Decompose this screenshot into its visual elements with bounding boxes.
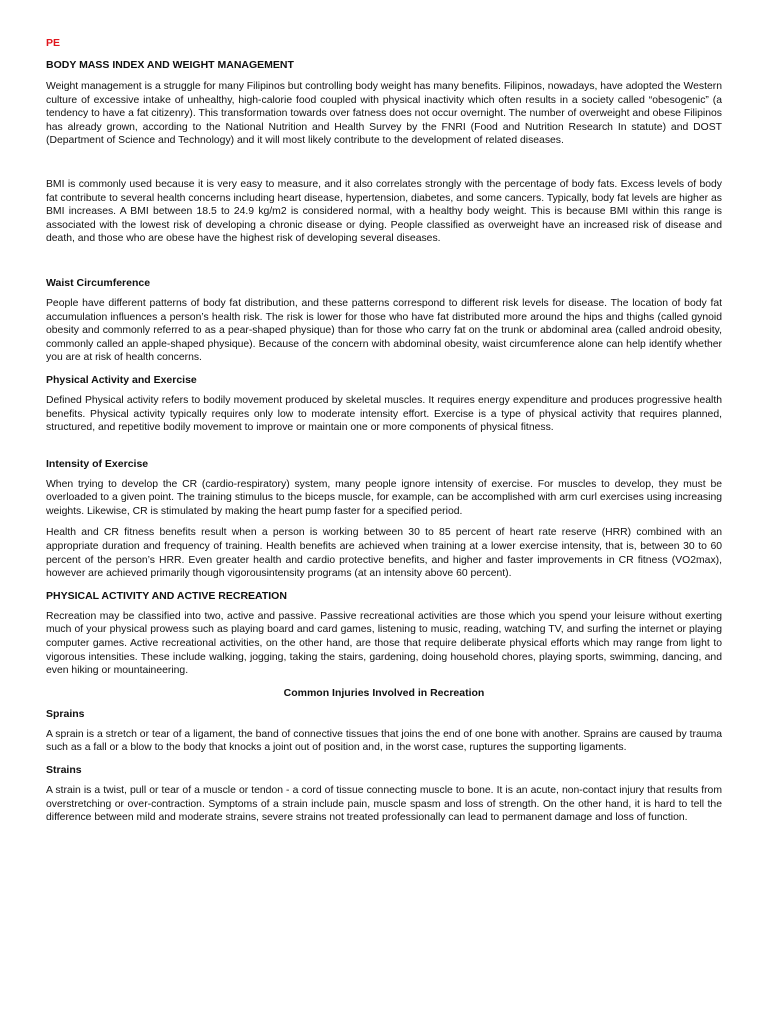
- waist-paragraph: People have different patterns of body fat distribution, and these patterns correspond to different risk levels for disease. The location of body fat accumulation influences a person’s health risk. The risk is lower for those who have fat distributed more around the hips and thighs (called gynoid obesity and commonly referred to as a pear-shaped physique) than for those who carry fat on the trunk or abdominal area (called android obesity, commonly called an apple-shaped physique). Because of the concern with abdominal obesity, waist circumference alone can help identify whether you are at risk of health concerns.: [46, 297, 722, 364]
- spacer: [46, 156, 722, 178]
- subject-label: PE: [46, 37, 61, 49]
- intro-paragraph-1: Weight management is a struggle for many Filipinos but controlling body weight has many benefits. Filipinos, nowadays, have adopted the Western culture of excessive intake of unhealthy, high-calorie food coupled with physical inactivity which often results in a society called “obesogenic” (a tendency to have a fat citizenry). This transformation towards over fatness does not occur overnight. The number of overweight and obese Filipinos has already grown, according to the National Nutrition and Health Survey by the FNRI (Food and Nutrition Research In statute) and DOST (Department of Science and Technology) and it will most likely contribute to the development of related diseases.: [46, 81, 722, 147]
- intensity-heading: Intensity of Exercise: [46, 457, 149, 470]
- spacer: [46, 254, 722, 276]
- strains-paragraph: A strain is a twist, pull or tear of a muscle or tendon - a cord of tissue connecting muscle to bone. It is an acute, non-contact injury that results from overstretching or over-contraction. Symptoms of a strain include pain, muscle spasm and loss of strength. On the other hand, it is hard to tell the difference between mild and moderate strains, severe strains not treated professionally can lead to permanent damage and loss of function.: [46, 785, 722, 824]
- spacer: [46, 443, 722, 457]
- injuries-heading: Common Injuries Involved in Recreation: [283, 686, 485, 699]
- intro-paragraph-2: BMI is commonly used because it is very easy to measure, and it also correlates strongly with the percentage of body fats. Excess levels of body fat contribute to several health concerns including heart disease, hypertension, diabetes, and some cancers. Typically, body fat levels are higher as BMI increases. A BMI between 18.5 to 24.9 kg/m2 is considered normal, with a healthy body weight. This is because BMI within this range is associated with the lowest risk of developing a chronic disease or dying. People classified as overweight have an increased risk of disease and death, and those who are obese have the highest risk of developing several diseases.: [46, 178, 722, 245]
- sprains-heading: Sprains: [46, 707, 85, 720]
- activity-paragraph: Defined Physical activity refers to bodily movement produced by skeletal muscles. It requires energy expenditure and produces progressive health benefits. Physical activity typically requires only low to moderate intensity effort. Exercise is a type of physical activity that requires planned, structured, and repetitive bodily movement to improve or maintain one or more components of physical fitness.: [46, 394, 722, 434]
- waist-heading: Waist Circumference: [46, 276, 151, 289]
- recreation-paragraph: Recreation may be classified into two, active and passive. Passive recreational activities are those which you spend your leisure without exerting much of your physical prowess such as playing board and card games, listening to music, reading, watching TV, and surfing the internet or playing computer games. Active recreational activities, on the other hand, are those that require deliberate physical efforts which may range from light to vigorous intensities. These include walking, jogging, taking the stairs, gardening, doing household chores, playing sports, swimming, dancing, and even hiking or mountaineering.: [46, 610, 722, 677]
- recreation-heading: PHYSICAL ACTIVITY AND ACTIVE RECREATION: [46, 589, 287, 602]
- intensity-paragraph-1: When trying to develop the CR (cardio-respiratory) system, many people ignore intensity of exercise. For muscles to develop, they must be overloaded to a given point. The training stimulus to the biceps muscle, for example, can be accomplished with arm curl exercises using increasing weights. Likewise, CR is stimulated by making the heart pump faster for a specified period.: [46, 478, 722, 517]
- document-title: BODY MASS INDEX AND WEIGHT MANAGEMENT: [46, 59, 294, 71]
- activity-heading: Physical Activity and Exercise: [46, 373, 197, 386]
- intensity-paragraph-2: Health and CR fitness benefits result when a person is working between 30 to 85 percent of heart rate reserve (HRR) combined with an appropriate duration and frequency of training. Health benefits are achieved when training at a lower exercise intensity, that is, between 30 to 60 percent of the person’s HRR. Even greater health and cardio protective benefits, and higher and faster improvements in CR fitness (VO2max), however are achieved primarily though vigorousintensity programs (at an intensity above 60 percent).: [46, 527, 722, 580]
- sprains-paragraph: A sprain is a stretch or tear of a ligament, the band of connective tissues that joins the end of one bone with another. Sprains are caused by trauma such as a fall or a blow to the body that knocks a joint out of position and, in the worst case, ruptures the supporting ligaments.: [46, 728, 722, 754]
- strains-heading: Strains: [46, 764, 82, 776]
